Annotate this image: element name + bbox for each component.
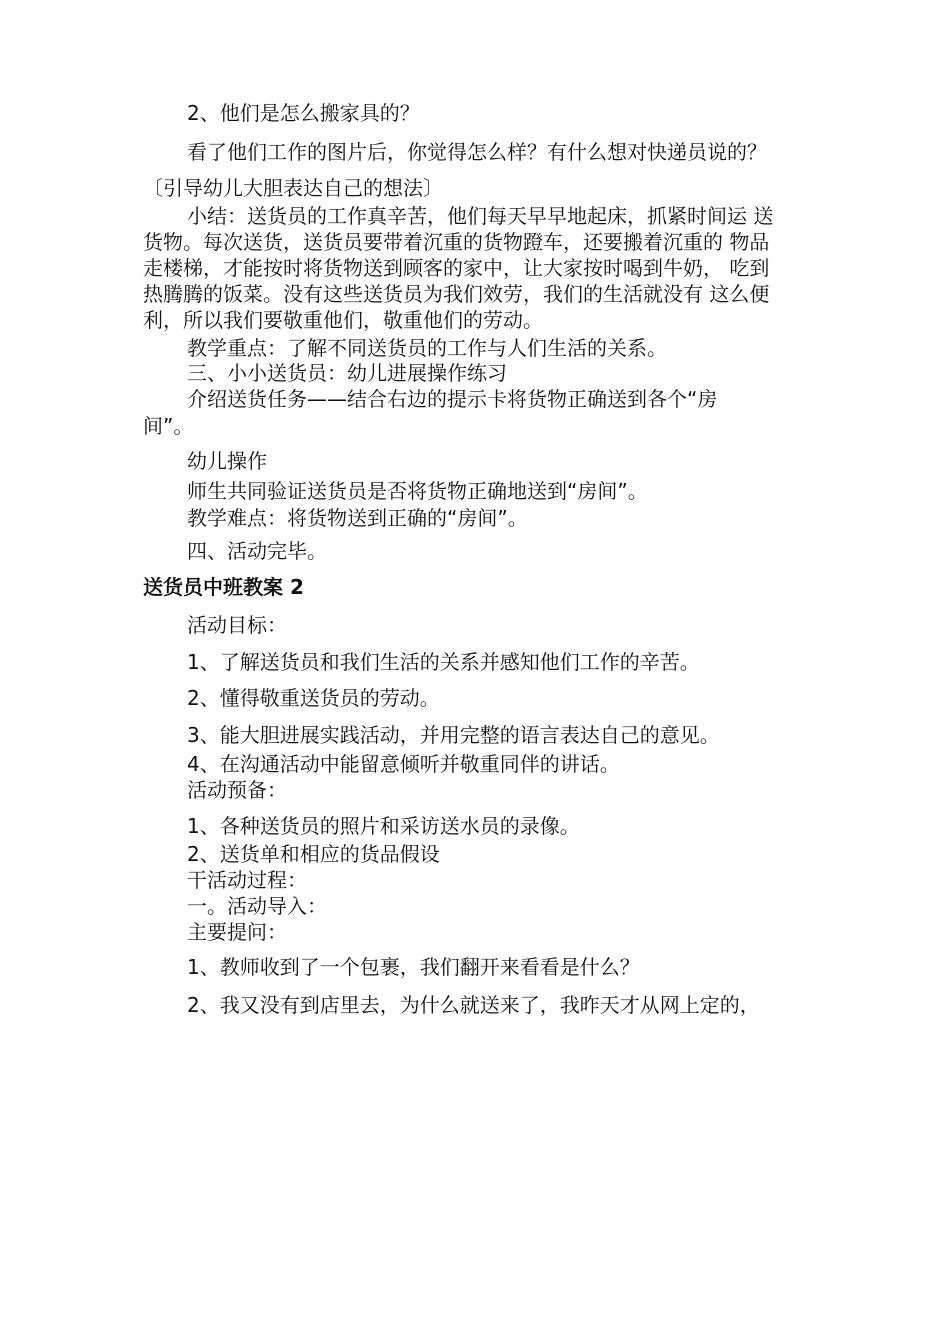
text-line: 〔引导幼儿大胆表达自己的想法〕 — [143, 176, 443, 200]
text-line: 2、我又没有到店里去，为什么就送来了，我昨天才从网上定的， — [187, 993, 760, 1017]
text-line: 间”。 — [143, 414, 194, 438]
section-heading: 送货员中班教案 2 — [143, 575, 304, 599]
text-line: 师生共同验证送货员是否将货物正确地送到“房间”。 — [187, 479, 648, 503]
text-line: 四、活动完毕。 — [187, 539, 327, 563]
text-line: 介绍送货任务——结合右边的提示卡将货物正确送到各个“房 — [187, 387, 718, 411]
text-line: 幼儿操作 — [187, 449, 267, 473]
text-line: 走楼梯，才能按时将货物送到顾客的家中，让大家按时喝到牛奶， 吃到 — [143, 256, 770, 280]
text-line: 货物。每次送货，送货员要带着沉重的货物蹬车，还要搬着沉重的 物品 — [143, 230, 770, 254]
text-line: 2、他们是怎么搬家具的？ — [187, 101, 420, 125]
text-line: 1、各种送货员的照片和采访送水员的录像。 — [187, 814, 580, 838]
text-line: 1、教师收到了一个包裹，我们翻开来看看是什么？ — [187, 955, 640, 979]
text-line: 4、在沟通活动中能留意倾听并敬重同伴的讲话。 — [187, 752, 620, 776]
text-line: 教学难点：将货物送到正确的“房间”。 — [187, 506, 528, 530]
text-line: 2、懂得敬重送货员的劳动。 — [187, 686, 440, 710]
text-line: 活动预备： — [187, 778, 287, 802]
text-line: 利，所以我们要敬重他们，敬重他们的劳动。 — [143, 308, 543, 332]
text-line: 看了他们工作的图片后，你觉得怎么样？有什么想对快递员说的？ — [187, 140, 767, 164]
text-line: 活动目标： — [187, 613, 287, 637]
text-line: 2、送货单和相应的货品假设 — [187, 842, 440, 866]
text-line: 小结：送货员的工作真辛苦，他们每天早早地起床，抓紧时间运 送 — [187, 204, 774, 228]
text-line: 3、能大胆进展实践活动，并用完整的语言表达自己的意见。 — [187, 723, 720, 747]
text-line: 三、小小送货员：幼儿进展操作练习 — [187, 361, 507, 385]
text-line: 热腾腾的饭菜。没有这些送货员为我们效劳，我们的生活就没有 这么便 — [143, 282, 770, 306]
text-line: 1、了解送货员和我们生活的关系并感知他们工作的辛苦。 — [187, 650, 700, 674]
text-line: 教学重点：了解不同送货员的工作与人们生活的关系。 — [187, 336, 667, 360]
text-line: 一。活动导入： — [187, 894, 327, 918]
text-line: 主要提问： — [187, 920, 287, 944]
text-line: 干活动过程： — [187, 868, 307, 892]
